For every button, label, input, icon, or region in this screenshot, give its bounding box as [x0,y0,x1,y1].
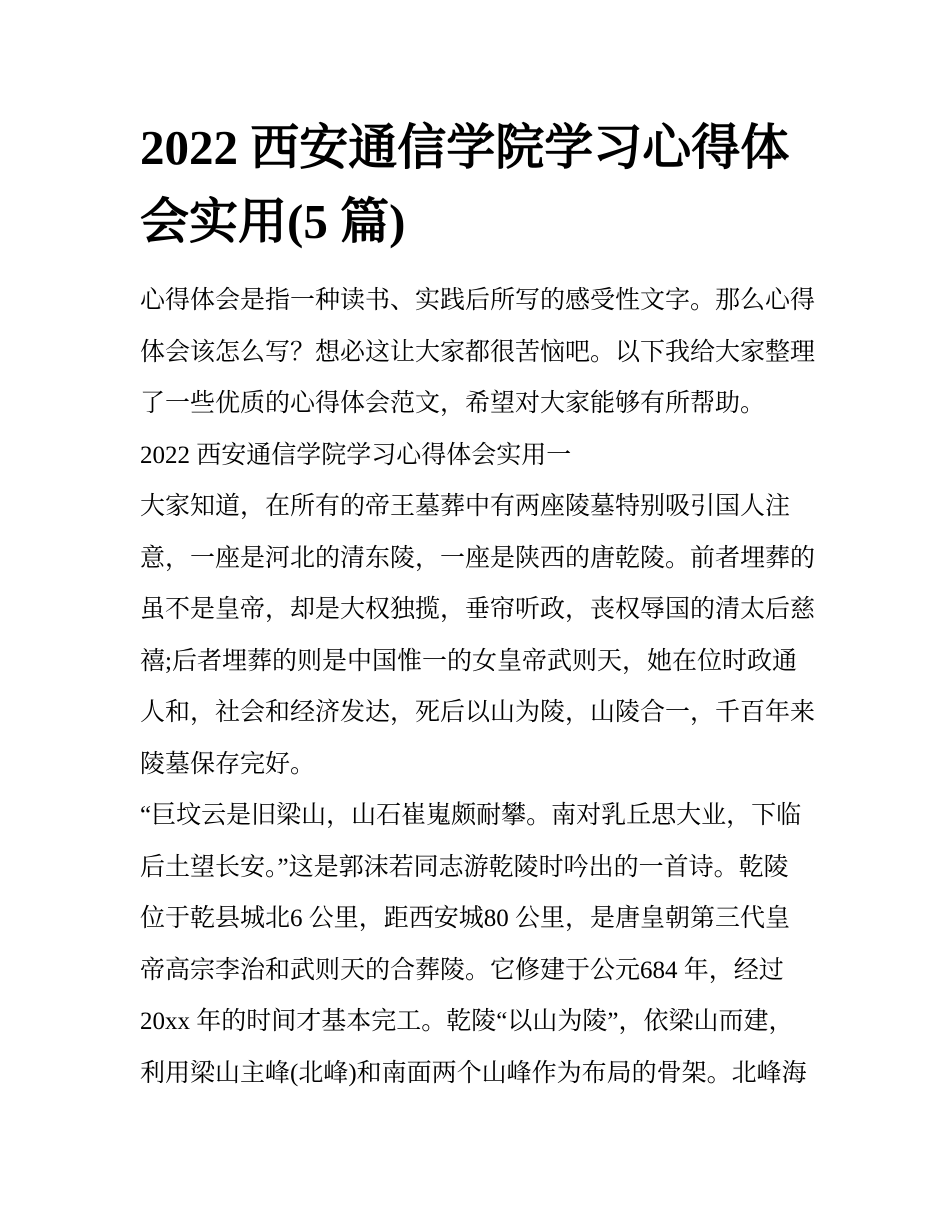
text-line: 利用梁山主峰(北峰)和南面两个山峰作为布局的骨架。北峰海 [140,1059,807,1087]
text-line: 意，一座是河北的清东陵，一座是陕西的唐乾陵。前者埋葬的 [140,544,816,572]
text-line: 2022 西安通信学院学习心得体会实用一 [140,441,572,469]
text-line: 大家知道，在所有的帝王墓葬中有两座陵墓特别吸引国人注 [140,493,791,520]
document-title-line: 2022 西安通信学院学习心得体 [140,120,790,175]
document-title-line: 会实用(5 篇) [140,194,406,249]
paragraph-intro [140,275,820,430]
paragraph-body-paragraph-2 [140,790,820,1099]
paragraph-section-heading-1 [140,430,820,482]
text-line: 20xx 年的时间才基本完工。乾陵“以山为陵”，依梁山而建， [140,1008,794,1035]
text-line: 人和，社会和经济发达，死后以山为陵，山陵合一，千百年来 [140,699,816,726]
text-line: 帝高宗李治和武则天的合葬陵。它修建于公元684 年，经过 [140,956,784,984]
text-line: 虽不是皇帝，却是大权独揽，垂帘听政，丧权辱国的清太后慈 [140,596,816,623]
text-line: 心得体会是指一种读书、实践后所写的感受性文字。那么心得 [140,287,816,314]
text-line: 陵墓保存完好。 [140,750,316,778]
paragraph-body-paragraph-1 [140,481,820,790]
text-line: “巨坟云是旧梁山，山石崔嵬颇耐攀。南对乳丘思大业，下临 [140,802,802,829]
text-line: 后土望长安。”这是郭沫若同志游乾陵时吟出的一首诗。乾陵 [140,853,789,881]
text-line: 体会该怎么写？想必这让大家都很苦恼吧。以下我给大家整理 [140,338,816,366]
document-title [140,111,820,259]
text-line: 位于乾县城北6 公里，距西安城80 公里，是唐皇朝第三代皇 [140,905,791,932]
text-line: 禧;后者埋葬的则是中国惟一的女皇帝武则天，她在位时政通 [140,647,797,675]
document-body [140,275,820,1099]
text-line: 了一些优质的心得体会范文，希望对大家能够有所帮助。 [140,390,766,417]
